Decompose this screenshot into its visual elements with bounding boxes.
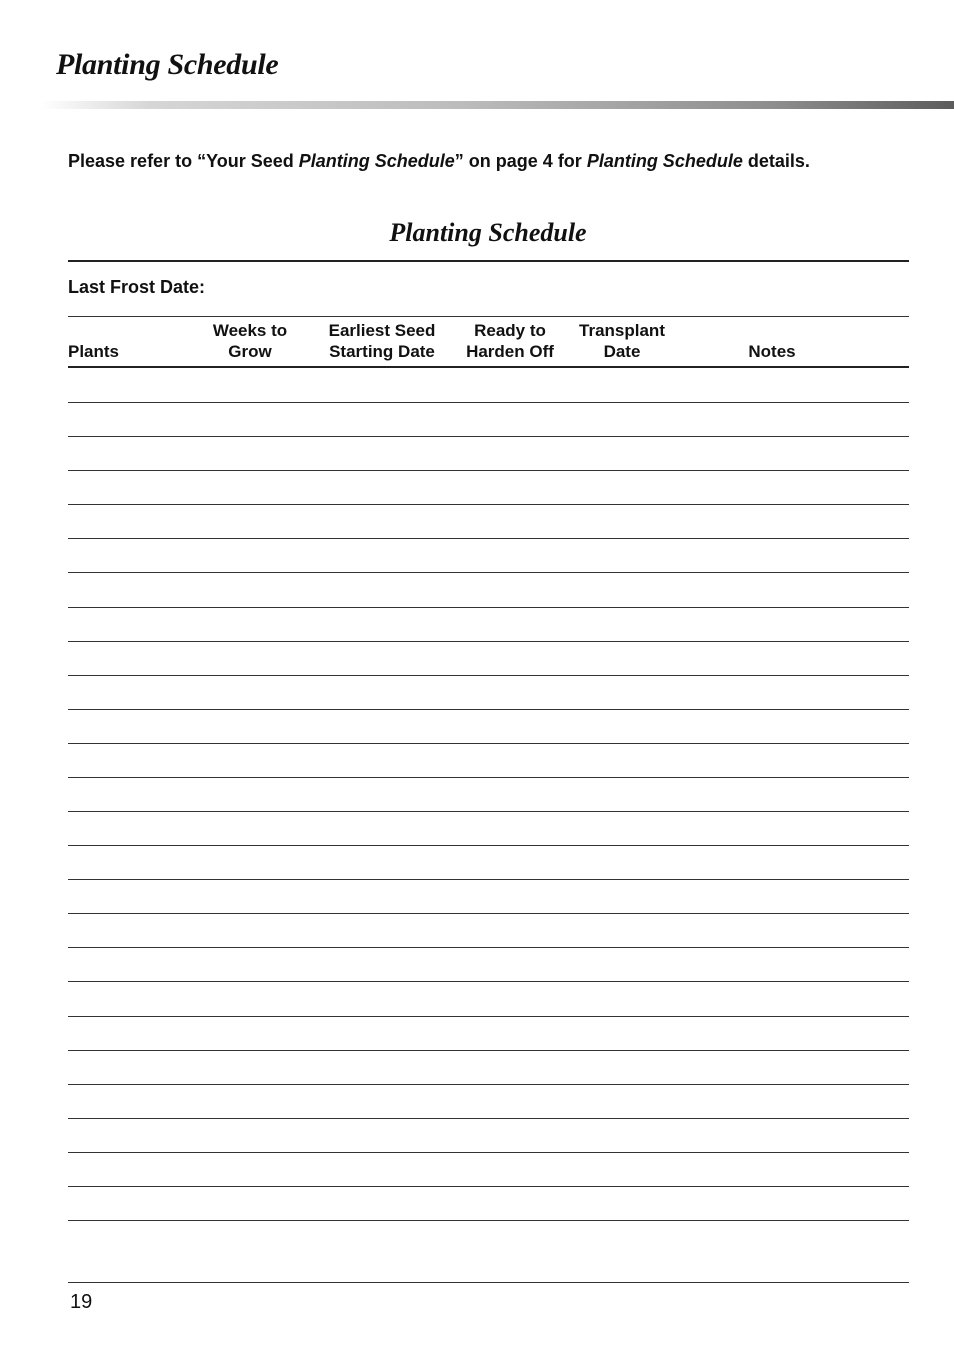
intro-part-3: details. (742, 151, 810, 171)
schedule-row-line (68, 1050, 909, 1051)
schedule-row-line (68, 607, 909, 608)
schedule-row-line (68, 504, 909, 505)
column-header-line2: Starting Date (329, 342, 435, 361)
intro-part-2: ” on page 4 for (454, 151, 587, 171)
schedule-row-line (68, 402, 909, 403)
schedule-row-line (68, 675, 909, 676)
column-header-line1: Ready to (474, 321, 546, 340)
schedule-row-line (68, 1016, 909, 1017)
page-number: 19 (70, 1291, 93, 1313)
schedule-row-line (68, 1186, 909, 1187)
column-header-line2: Date (603, 342, 641, 361)
schedule-row-line (68, 879, 909, 880)
intro-italic-1: Planting Schedule (298, 151, 455, 171)
schedule-row-line (68, 743, 909, 744)
schedule-row-line (68, 777, 909, 778)
column-header-line1: Earliest Seed (328, 321, 436, 340)
intro-part-1: Please refer to “Your Seed (68, 151, 299, 171)
schedule-row-line (68, 709, 909, 710)
schedule-row-line (68, 470, 909, 471)
column-header-line1: Transplant (579, 321, 665, 340)
schedule-row-line (68, 845, 909, 846)
schedule-row-line (68, 538, 909, 539)
column-header-line2: Harden Off (466, 342, 554, 361)
column-header-line2: Grow (228, 342, 272, 361)
schedule-row-line (68, 1084, 909, 1085)
schedule-row-line (68, 572, 909, 573)
schedule-row-line (68, 641, 909, 642)
column-header-line2: Notes (748, 342, 796, 361)
schedule-row-line (68, 1118, 909, 1119)
schedule-title: Planting Schedule (389, 218, 587, 247)
column-header-line2: Plants (68, 342, 120, 361)
schedule-row-line (68, 436, 909, 437)
schedule-row-line (68, 811, 909, 812)
page-title: Planting Schedule (56, 48, 279, 81)
intro-italic-2: Planting Schedule (586, 151, 743, 171)
last-frost-label: Last Frost Date: (68, 277, 206, 297)
column-header-line1: Weeks to (212, 321, 288, 340)
schedule-row-line (68, 1220, 909, 1221)
schedule-row-line (68, 981, 909, 982)
schedule-row-line (68, 913, 909, 914)
footer-rule (68, 1282, 909, 1283)
schedule-row-line (68, 1152, 909, 1153)
schedule-row-line (68, 947, 909, 948)
